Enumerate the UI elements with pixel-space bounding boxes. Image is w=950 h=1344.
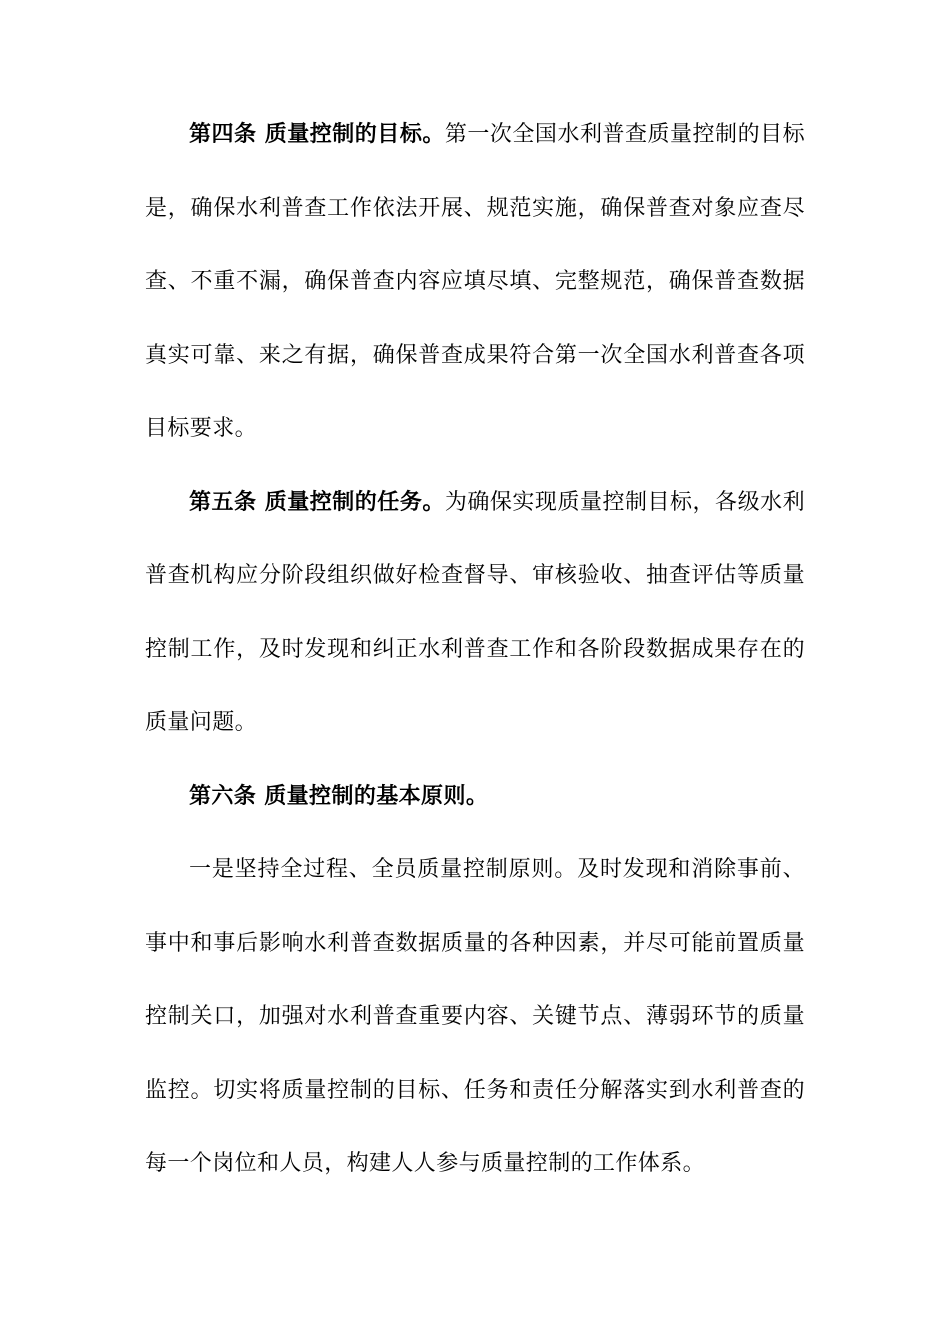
principle-1-text: 一是坚持全过程、全员质量控制原则。及时发现和消除事前、事中和事后影响水利普查数据质量的各种因素，并尽可能前置质量控制关口，加强对水利普查重要内容、关键节点、薄弱环节的质量监控。切实将质量控制的目标、任务和责任分解落实到水利普查的每一个岗位和人员，构建人人参与质量控制的工作体系。 (145, 857, 805, 1176)
article-4-heading: 第四条 质量控制的目标。 (189, 121, 445, 147)
article-6-paragraph (145, 760, 805, 834)
article-6-heading: 第六条 质量控制的基本原则。 (189, 782, 489, 809)
document-page (145, 98, 805, 1201)
article-5-text: 为确保实现质量控制目标，各级水利普查机构应分阶段组织做好检查督导、审核验收、抽查评估等质量控制工作，及时发现和纠正水利普查工作和各阶段数据成果存在的质量问题。 (145, 489, 805, 735)
article-4-text: 第一次全国水利普查质量控制的目标是，确保水利普查工作依法开展、规范实施，确保普查对象应查尽查、不重不漏，确保普查内容应填尽填、完整规范，确保普查数据真实可靠、来之有据，确保普查成果符合第一次全国水利普查各项目标要求。 (145, 122, 805, 441)
article-5-paragraph (145, 466, 805, 760)
principle-1-paragraph (145, 833, 805, 1201)
article-5-heading: 第五条 质量控制的任务。 (189, 488, 445, 515)
article-4-paragraph (145, 98, 805, 466)
